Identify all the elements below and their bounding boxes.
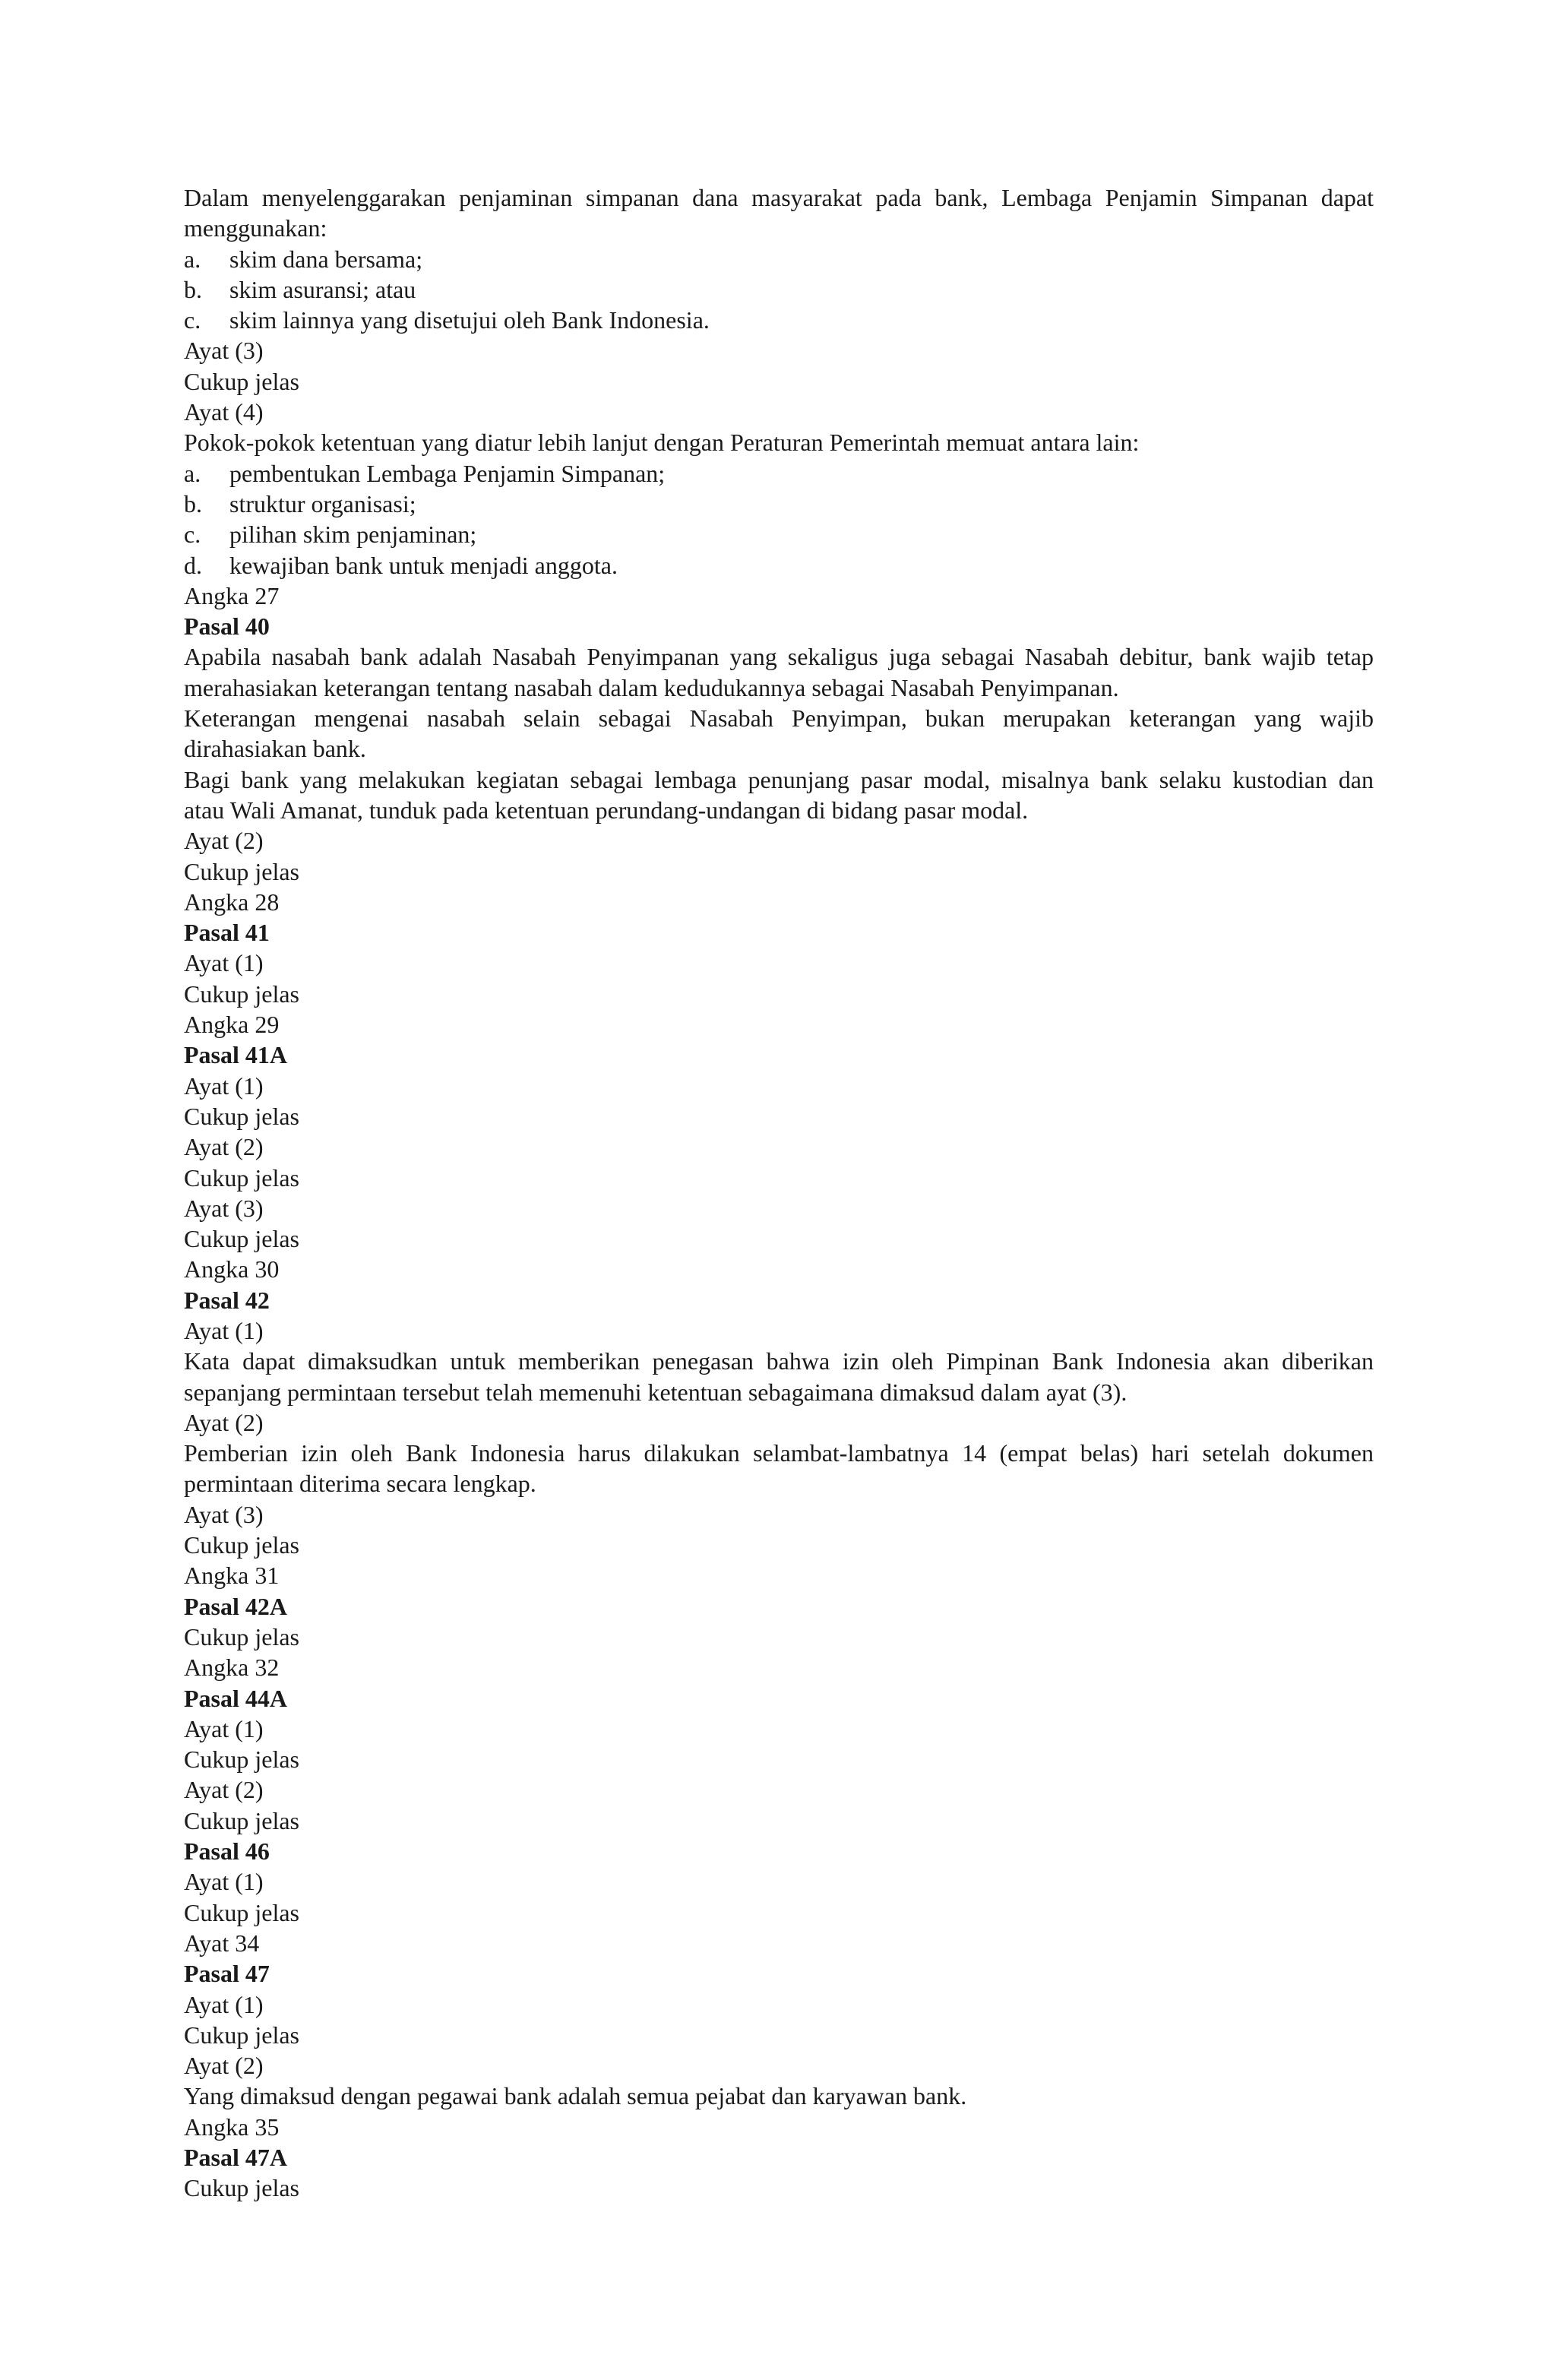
text-line: Bagi bank yang melakukan kegiatan sebagai lembaga penunjang pasar modal, misalnya bank selaku kustodian dan bbox=[184, 765, 1374, 793]
text-line: Ayat (2) bbox=[184, 1776, 264, 1804]
text-line: Ayat (2) bbox=[184, 1133, 264, 1161]
section-heading: Pasal 41A bbox=[184, 1041, 287, 1069]
text-line: Kata dapat dimaksudkan untuk memberikan penegasan bahwa izin oleh Pimpinan Bank Indonesia akan diberikan bbox=[184, 1347, 1374, 1375]
text-line: Cukup jelas bbox=[184, 1806, 299, 1834]
text-line: atau Wali Amanat, tunduk pada ketentuan perundang-undangan di bidang pasar modal. bbox=[184, 796, 1029, 824]
list-item-text: pilihan skim penjaminan; bbox=[229, 521, 477, 549]
text-line: Angka 30 bbox=[184, 1255, 280, 1283]
text-line: Ayat (1) bbox=[184, 1714, 264, 1742]
text-line: dirahasiakan bank. bbox=[184, 735, 366, 763]
text-line: Cukup jelas bbox=[184, 1745, 299, 1774]
text-line: Ayat (3) bbox=[184, 1194, 264, 1222]
section-heading: Pasal 47 bbox=[184, 1960, 270, 1988]
section-heading: Pasal 42 bbox=[184, 1286, 270, 1314]
section-heading: Pasal 46 bbox=[184, 1837, 270, 1866]
text-line: Cukup jelas bbox=[184, 1225, 299, 1253]
text-line: Ayat (1) bbox=[184, 1071, 264, 1100]
text-line: Angka 28 bbox=[184, 888, 280, 916]
text-line: Cukup jelas bbox=[184, 1531, 299, 1559]
list-item-marker: c. bbox=[184, 521, 201, 549]
text-line: Cukup jelas bbox=[184, 1622, 299, 1650]
text-line: Ayat (3) bbox=[184, 337, 264, 365]
section-heading: Pasal 44A bbox=[184, 1684, 287, 1712]
text-line: merahasiakan keterangan tentang nasabah dalam kedudukannya sebagai Nasabah Penyimpanan. bbox=[184, 673, 1119, 701]
list-item-text: struktur organisasi; bbox=[229, 489, 416, 517]
text-line: Keterangan mengenai nasabah selain sebagai Nasabah Penyimpan, bukan merupakan keterangan yang wajib bbox=[184, 704, 1374, 733]
text-line: Cukup jelas bbox=[184, 857, 299, 885]
list-item-marker: d. bbox=[184, 551, 202, 579]
text-line: Angka 29 bbox=[184, 1011, 280, 1039]
document-page bbox=[184, 182, 1374, 2204]
text-line: Angka 32 bbox=[184, 1654, 280, 1682]
section-heading: Pasal 47A bbox=[184, 2144, 287, 2171]
text-line: Cukup jelas bbox=[184, 2021, 299, 2049]
text-line: Pemberian izin oleh Bank Indonesia harus dilakukan selambat-lambatnya 14 (empat belas) hari setelah dokumen bbox=[184, 1439, 1374, 1467]
list-item-marker: c. bbox=[184, 306, 201, 334]
text-line: Ayat (2) bbox=[184, 827, 264, 855]
list-item-text: kewajiban bank untuk menjadi anggota. bbox=[229, 551, 618, 579]
text-line: Angka 27 bbox=[184, 581, 280, 609]
list-item bbox=[184, 305, 1374, 335]
list-item bbox=[184, 244, 1374, 274]
text-line: Cukup jelas bbox=[184, 1163, 299, 1192]
list-item bbox=[184, 550, 1374, 581]
text-line: Cukup jelas bbox=[184, 1102, 299, 1130]
list-item-text: pembentukan Lembaga Penjamin Simpanan; bbox=[229, 459, 666, 487]
text-line: Ayat 34 bbox=[184, 1929, 260, 1957]
list-item-text: skim lainnya yang disetujui oleh Bank Indonesia. bbox=[229, 306, 710, 334]
text-line: Ayat (1) bbox=[184, 1316, 264, 1344]
text-line: menggunakan: bbox=[184, 214, 327, 242]
text-line: Ayat (1) bbox=[184, 1868, 264, 1896]
text-line: Ayat (4) bbox=[184, 398, 264, 426]
list-item bbox=[184, 489, 1374, 519]
list-item-marker: a. bbox=[184, 459, 201, 487]
text-line: sepanjang permintaan tersebut telah memenuhi ketentuan sebagaimana dimaksud dalam ayat (3). bbox=[184, 1378, 1127, 1406]
text-line: Ayat (2) bbox=[184, 2052, 264, 2080]
text-line: Cukup jelas bbox=[184, 367, 299, 395]
text-line: Angka 31 bbox=[184, 1562, 280, 1590]
list-item bbox=[184, 519, 1374, 549]
list-item-marker: b. bbox=[184, 489, 202, 517]
text-line: permintaan diterima secara lengkap. bbox=[184, 1470, 536, 1498]
list-item-marker: a. bbox=[184, 245, 201, 273]
text-line: Pokok-pokok ketentuan yang diatur lebih lanjut dengan Peraturan Pemerintah memuat antara lain: bbox=[184, 429, 1140, 457]
text-line: Cukup jelas bbox=[184, 980, 299, 1008]
text-line: Ayat (1) bbox=[184, 1990, 264, 2018]
section-heading: Pasal 40 bbox=[184, 612, 270, 641]
text-line: Cukup jelas bbox=[184, 2174, 299, 2202]
text-line: Angka 35 bbox=[184, 2113, 280, 2141]
section-heading: Pasal 42A bbox=[184, 1592, 287, 1620]
text-line: Ayat (3) bbox=[184, 1500, 264, 1528]
list-item-text: skim dana bersama; bbox=[229, 245, 423, 273]
text-line: Yang dimaksud dengan pegawai bank adalah semua pejabat dan karyawan bank. bbox=[184, 2082, 967, 2110]
list-item bbox=[184, 458, 1374, 489]
text-line: Ayat (1) bbox=[184, 949, 264, 977]
list-item-marker: b. bbox=[184, 275, 202, 303]
text-line: Apabila nasabah bank adalah Nasabah Penyimpanan yang sekaligus juga sebagai Nasabah debitur, bank wajib tetap bbox=[184, 643, 1374, 671]
section-heading: Pasal 41 bbox=[184, 919, 270, 947]
list-item-text: skim asuransi; atau bbox=[229, 275, 416, 303]
text-line: Ayat (2) bbox=[184, 1408, 264, 1436]
text-line: Cukup jelas bbox=[184, 1898, 299, 1926]
text-line: Dalam menyelenggarakan penjaminan simpanan dana masyarakat pada bank, Lembaga Penjamin Simpanan dapat bbox=[184, 184, 1374, 211]
list-item bbox=[184, 274, 1374, 305]
